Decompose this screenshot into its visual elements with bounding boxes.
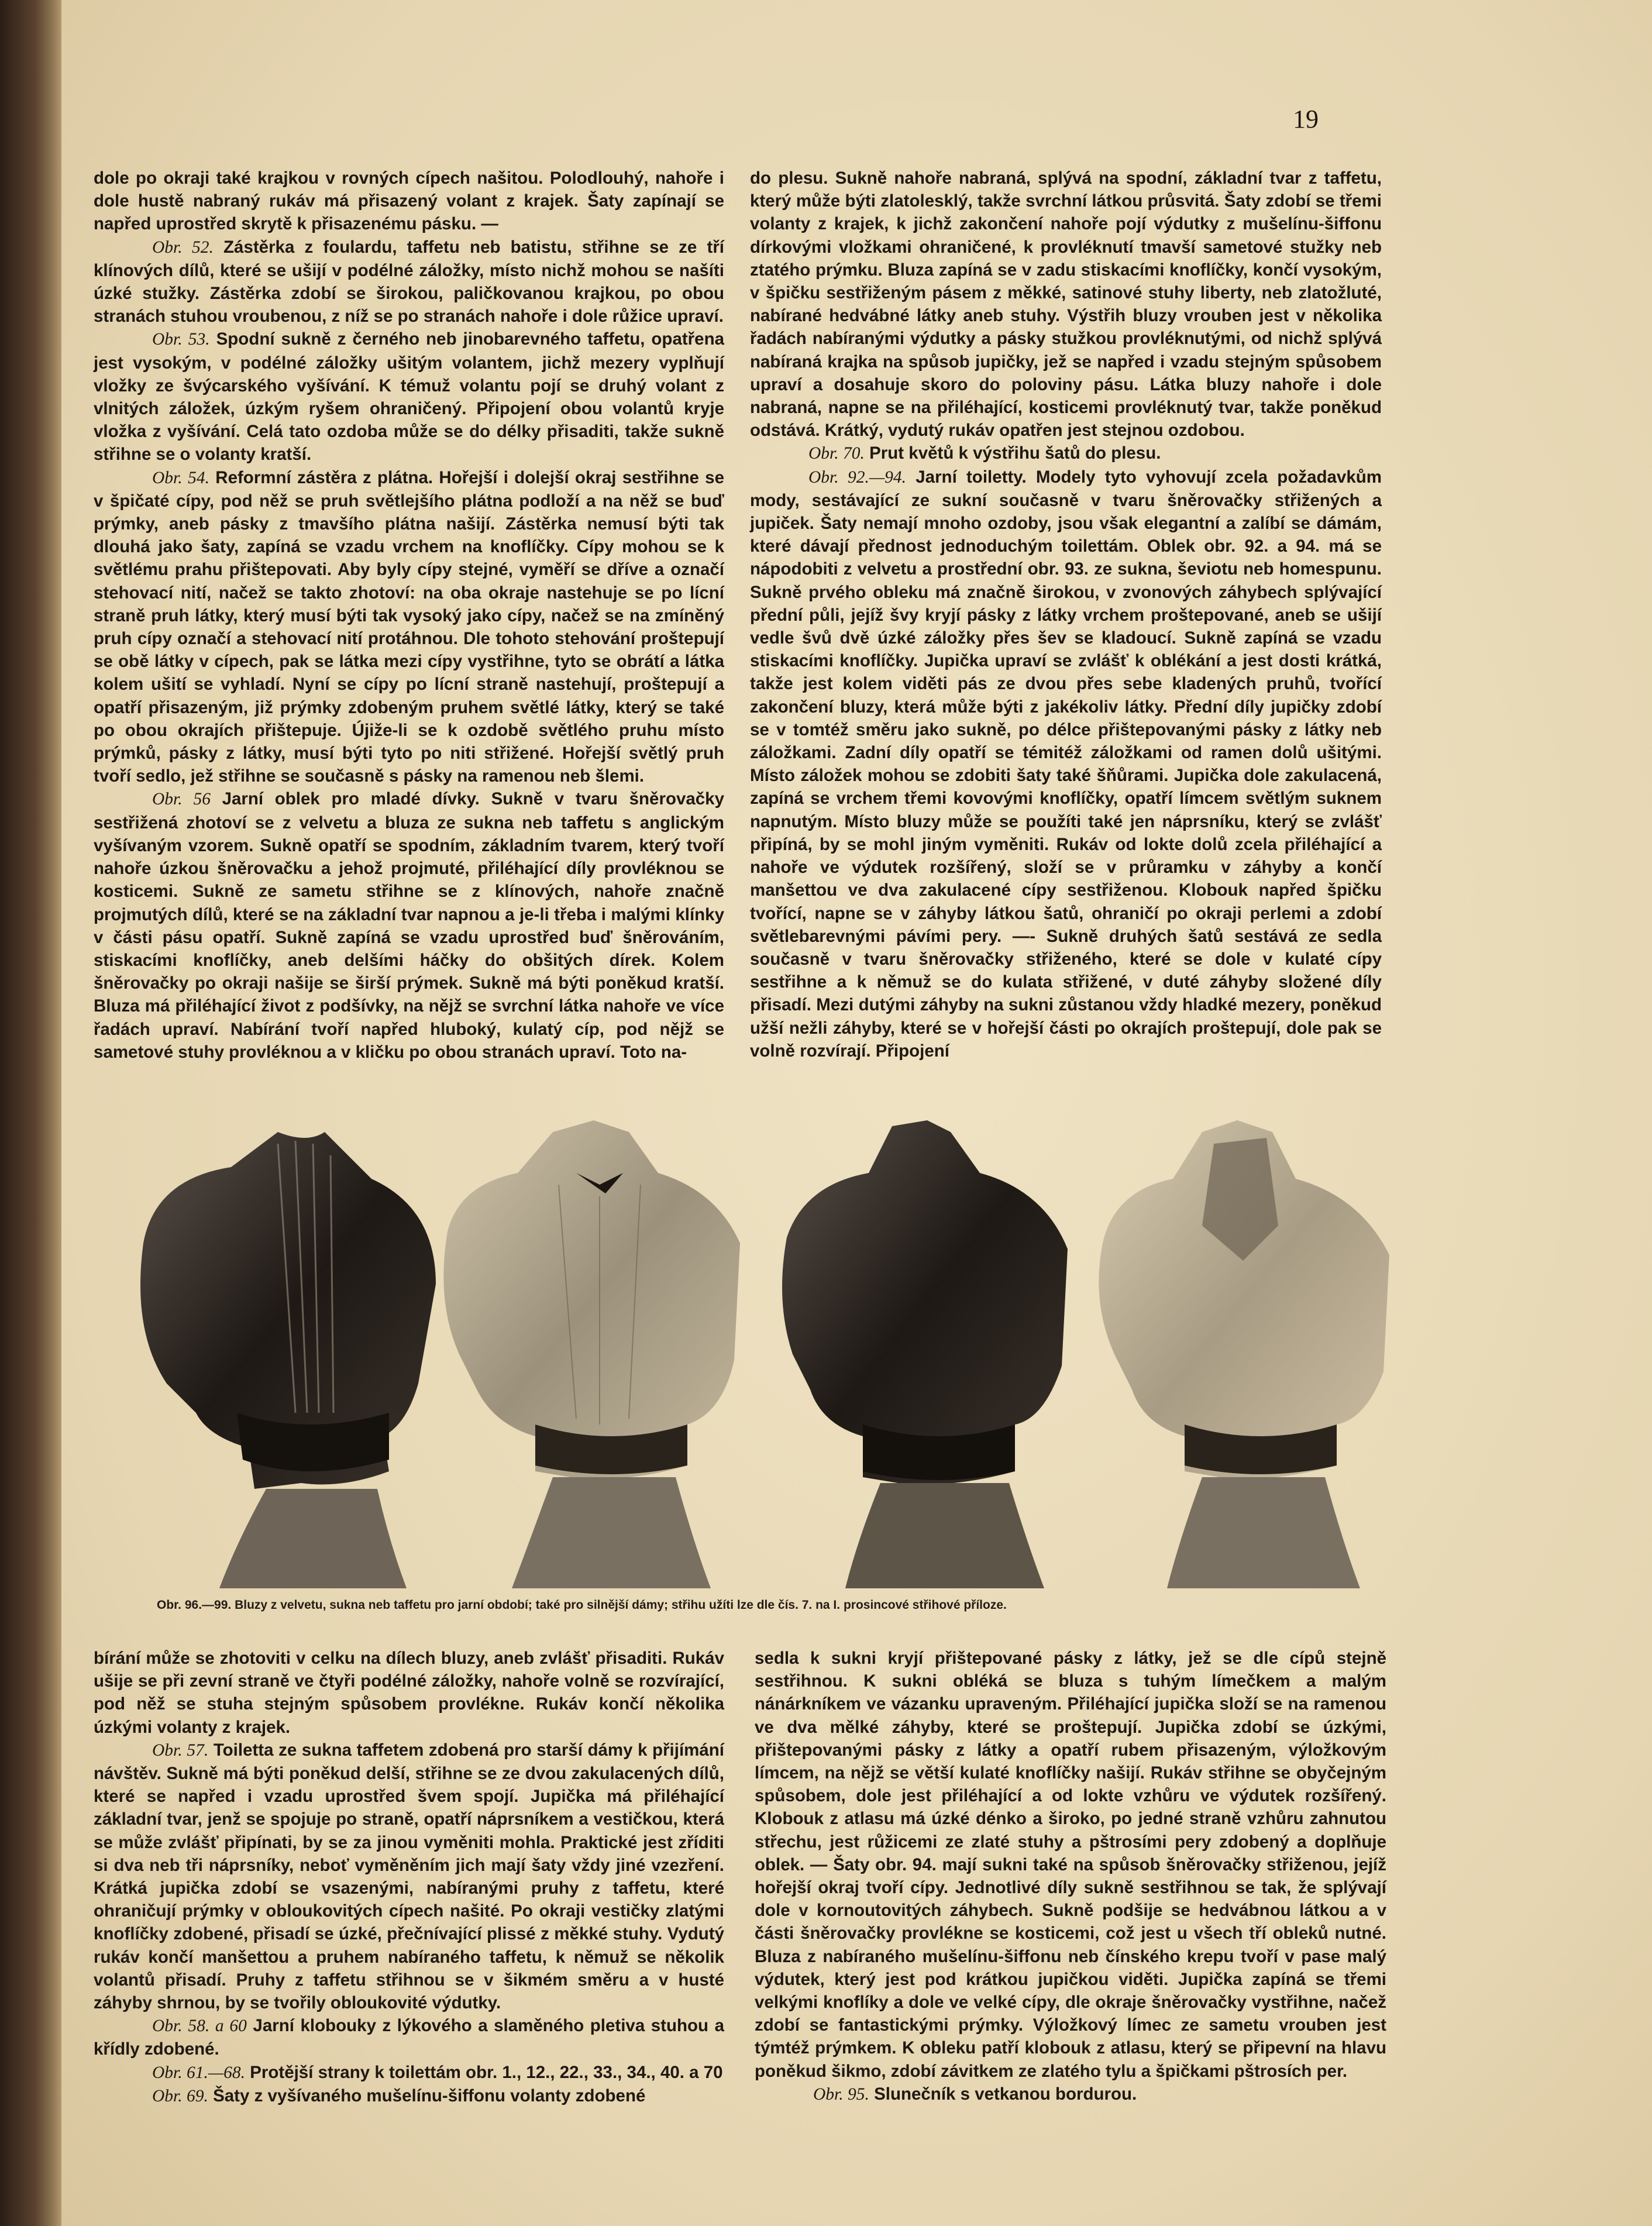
paragraph <box>94 1647 724 1739</box>
figure-caption: Obr. 96.—99. Bluzy z velvetu, sukna neb taffetu pro jarní období; také pro silnější dámy; střihu užíti lze dle čís. 7. na I. prosincové střihové příloze. <box>157 1598 1007 1612</box>
paragraph-text: Jarní oblek pro mladé dívky. Sukně v tvaru šněrovačky sestřižená zhotoví se z velvetu a bluza ze sukna neb taffetu s anglickým vyšívaným vzorem. Sukně opatří se spodním, základním tvarem, který tvoří nahoře úzkou šněrovačku a jehož projmuté, přiléhající díly provléknou se kosticemi. Sukně ze sametu střihne se z klínových, nahoře značně projmutých dílů, které se na základní tvar napnou a je-li třeba i malými klínky v části pásu opatří. Sukně zapíná se vzadu uprostřed buď šněrováním, stiskacími knoflíčky, aneb delšími háčky do obšitých dírek. Kolem šněrovačky po okraji našije se širší prýmek. Sukně má býti poněkud kratší. Bluza má přiléhající život z podšívky, na nějž se svrchní látka nahoře ve více řadách upraví. Nabírání tvoří napřed hluboký, kulatý cíp, pod nějž se sametové stuhy provléknou a v kličku po obou stranách upraví. Toto na- <box>94 789 724 1062</box>
text-column-bottom-left <box>94 1647 724 2108</box>
paragraph <box>94 328 724 466</box>
paragraph <box>94 1739 724 2014</box>
bodice-3 <box>782 1120 1068 1588</box>
paragraph-text: Jarní klobouky z lýkového a slaměného pletiva stuhou a křídly zdobené. <box>94 2016 725 2059</box>
paragraph <box>750 167 1382 442</box>
paragraph-text: Jarní toiletty. Modely tyto vyhovují zcela požadavkům mody, sestávající ze sukní současně v tvaru šněrovačky střižených a jupiček. Šaty nemají mnoho ozdoby, jsou však elegantní a zalíbí se dámám, které dávají přednost jednoduchým toilettám. Oblek obr. 92. a 94. má se nápodobiti z velvetu a prostřední obr. 93. ze sukna, ševiotu neb homespunu. Sukně prvého obleku má značně širokou, v zvonových záhybech splývající přední půli, jejíž švy kryjí pásky z látky vrchem proštepované, aneb se ušijí vedle švů dvě úzké záložky přes šev se kladoucí. Sukně zapíná se vzadu stiskacími knoflíčky. Jupička upraví se zvlášť k oblékání a jest dosti krátká, takže jest kolem viděti pás ze dvou přes sebe kladených pruhů, tvořící zakončení bluzy, která může býti z jakékoliv látky. Přední díly jupičky zdobí se v tomtéž směru jako sukně, po délce přištepovanými pásky z látky neb záložkami. Zadní díly opatří se témitéž záložkami od ramen dolů ušitými. Místo záložek mohou se zdobiti šaty také šňůrami. Jupička dole zakulacená, zapíná se vrchem třemi kovovými knoflíčky, opatří límcem světlým suknem napnutým. Místo bluzy může se použíti také jen náprsníku, který se zvlášť připíná, by se mohl jiným vyměniti. Rukáv od lokte dolů zcela přiléhající a nahoře ve výdutek rozšířený, složí se v průramku v záhyby a končí manšettou ve dva zakulacené cípy sestřiženou. Klobouk napřed špičku tvořící, napne se v záhyby látkou šatů, ohraničí po okraji perlemi a zdobí světlebarevnými pávími pery. —- Sukně druhých šatů sestává ze sedla současně v tvaru šněrovačky střiženého, které se dole v kulaté cípy sestřihne a k němuž se do kulata střižené, v duté záhyby složené díly přisadí. Mezi dutými záhyby na sukni zůstanou vždy hladké mezery, poněkud užší nežli záhyby, které se v hořejší části po okrajích proštepují, dole pak se volně rozvírají. Připojení <box>750 467 1382 1061</box>
paragraph <box>94 466 724 788</box>
figure-reference: Obr. 95. <box>813 2084 869 2104</box>
paragraph <box>750 466 1382 1062</box>
paragraph-text: sedla k sukni kryjí přištepované pásky z látky, jež se dle cípů stejně sestřihnou. K sukni obléká se bluza s tuhým límečkem a malým nánárkníkem ve vázanku upraveným. Přiléhající jupička složí se na ramenou ve dva mělké záhyby, které se proštepují. Jupička zdobí se úzkými, přištepovanými pásky z látky a opatří rubem přisazeným, výložkovým límcem, na nějž se větší kulaté knoflíčky našijí. Rukáv střihne se obyčejným spůsobem, dole jest přiléhající a od lokte vzhůru ve výdutek rozšířený. Klobouk z atlasu má úzké dénko a široko, po jedné straně vzhůru zahnutou střechu, jest růžicemi ze zlaté stuhy a pštrosími pery zdobený a doplňuje oblek. — Šaty obr. 94. mají sukni také na spůsob šněrovačky střiženou, jejíž hořejší okraj tvoří cípy. Jednotlivé díly sukně sestřihnou se tak, že splývají dole v kornoutovitých záhybech. Sukně podšije se hedvábnou látkou a v části šněrovačky provlékne se kosticemi, což jest u všech tří obleků nutné. Bluza z nabíraného mušelínu-šiffonu neb čínského krepu tvoří v pase malý výdutek, který jest pod krátkou jupičkou viděti. Jupička zapíná se třemi velkými knoflíky a dole ve velké cípy, dle okraje šněrovačky vystřihne, načež zdobí se fantastickými prýmky. Výložkový límec ze sametu vrouben jest týmtéž prýmkem. K obleku patří klobouk z atlasu, který se připevní na hlavu poněkud šikmo, zdobí závitkem ze zlatého tylu a špičkami pštrosích per. <box>755 1649 1386 2081</box>
figure-reference: Obr. 54. <box>152 468 209 487</box>
figure-reference: Obr. 61.—68. <box>152 2063 245 2082</box>
paragraph <box>750 442 1382 465</box>
paragraph-text: Slunečník s vetkanou bordurou. <box>869 2084 1137 2104</box>
paragraph-text: Zástěrka z foulardu, taffetu neb batistu, střihne se ze tří klínových dílů, které se ušijí v podélné záložky, místo nichž mohou se našíti úzké stužky. Zástěrka zdobí se širokou, paličkovanou krajkou, po obou stranách stuhou vroubenou, z níž se po stranách nahoře i dole růžice upraví. <box>94 237 724 326</box>
figure-reference: Obr. 58. a 60 <box>152 2017 247 2036</box>
text-column-top-right <box>750 167 1382 1062</box>
page-number: 19 <box>1293 105 1319 133</box>
figure-reference: Obr. 53. <box>152 330 210 349</box>
figure-reference: Obr. 92.—94. <box>808 467 907 487</box>
paragraph <box>755 1647 1386 2083</box>
paragraph-text: do plesu. Sukně nahoře nabraná, splývá na spodní, základní tvar z taffetu, který může býti zlatolesklý, takže svrchní látkou průsvitá. Šaty zdobí se třemi volanty z krajek, k jichž zakončení nahoře pojí výdutky z mušelínu-šiffonu dírkovými vložkami ohraničené, k provléknutí tmavší sametové stužky neb ztatého prýmku. Bluza zapíná se v zadu stiskacími knoflíčky, končí vysokým, v špičku sestřiženým pásem z měkké, satinové stuhy liberty, neb zlatožluté, nabírané hedvábné látky aneb stuhy. Výstřih bluzy vrouben jest v několika řadách nabíranými výdutky a pásky stužkou provléknutými, od nichž splývá nabíraná krajka na spůsob jupičky, jež se napřed i vzadu stejným spůsobem upraví a dosahuje skoro do poloviny pásu. Látka bluzy nahoře i dole nabraná, napne se na přiléhající, kosticemi provléknutý tvar, takže poněkud odstává. Krátký, vydutý rukáv opatřen jest stejnou ozdobou. <box>750 168 1382 441</box>
paragraph-text: Reformní zástěra z plátna. Hořejší i dolejší okraj sestřihne se v špičaté cípy, pod něž se pruh světlejšího plátna podloží a na něž se buď prýmky, aneb pásky z tmavšího plátna našijí. Zástěrka nemusí býti tak dlouhá jako šaty, zapíná se vzadu vrchem na knoflíčky. Cípy mohou se k světlému prahu přištepovati. Aby byly cípy stejné, vyměří se dříve a označí stehovací nití, načež se takto zhotoví: na oba okraje nastehuje se po lícní straně pruh látky, který musí býti tak vysoký jako cípy, načež se na zmíněný pruh cípy označí a stehovací nití protáhnou. Dle tohoto stehování proštepují se obě látky v cípech, pak se látka mezi cípy vystřihne, tyto se obrátí a látka kolem ušití se vyhladí. Nyní se cípy po lícní straně nastehují, proštepují a opatří přisazeným, již prýmky zdobeným pruhem světlé látky, který se také po obou okrajích přištepuje. Újiže-li se k ozdobě světlého pruhu místo prýmků, pásky z látky, musí býti tyto po niti střižené. Hořejší světlý pruh tvoří sedlo, jež střihne se současně s pásky na ramenou neb šlemi. <box>94 467 724 786</box>
paragraph-text: Prut květů k výstřihu šatů do plesu. <box>864 443 1161 463</box>
paragraph <box>755 2083 1386 2106</box>
text-column-top-left <box>94 167 724 1064</box>
paragraph <box>94 167 724 236</box>
paragraph-text: Toiletta ze sukna taffetem zdobená pro starší dámy k přijímání návštěv. Sukně má býti poněkud delší, střihne se ze dvou zakulacených dílů, které se napřed i vzadu uprostřed švem spojí. Jupička má přiléhající základní tvar, jenž se spojuje po straně, opatří náprsníkem a vestičkou, která se může zvlášť připínati, by se za jinou vyměniti mohla. Praktické jest zříditi si dva neb tři náprsníky, neboť vyměněním jich mají šaty vždy jiné vzezření. Krátká jupička zdobí se vsazenými, nabíranými pruhy z taffetu, které ohraničují prýmky v obloukovitých cípech našité. Po okraji vestičky zlatými knoflíčky zdobené, přisadí se úzké, přečnívající plissé z měkké stuhy. Vydutý rukáv končí manšettou a pruhem nabíraného taffetu, k němuž se několik volantů přisadí. Pruhy z taffetu střihnou se v šikmém směru a v husté záhyby shrnou, by se tvořily obloukovité výdutky. <box>94 1740 725 2013</box>
figure-reference: Obr. 69. <box>152 2086 208 2105</box>
bodice-1 <box>140 1132 436 1588</box>
paragraph <box>94 2061 724 2084</box>
paragraph <box>94 787 724 1063</box>
figure-reference: Obr. 57. <box>152 1740 209 1760</box>
bodices-illustration <box>132 1109 1424 1588</box>
paragraph <box>94 236 724 328</box>
bodice-2 <box>443 1120 740 1588</box>
paragraph-text: dole po okraji také krajkou v rovných cípech našitou. Polodlouhý, nahoře i dole hustě nabraný rukáv má přisazený volant z krajek. Šaty zapínají se napřed uprostřed skrytě k přisazenému pásku. — <box>94 168 724 234</box>
paragraph <box>94 2084 724 2108</box>
paragraph <box>94 2014 724 2060</box>
paragraph-text: Spodní sukně z černého neb jinobarevného taffetu, opatřena jest vysokým, v podélné záložky ušitým volantem, jichž mezery vyplňují vložky ze švýcarského vyšívání. K témuž volantu pojí se druhý volant z vlnitých záložek, úzkým ryšem ohraničený. Připojení obou volantů kryje vložka z vyšívání. Celá tato ozdoba může se do délky přisaditi, takže sukně střihne se o volanty kratší. <box>94 329 724 465</box>
book-binding-shadow <box>0 0 64 2226</box>
paragraph-text: Šaty z vyšívaného mušelínu-šiffonu volanty zdobené <box>208 2086 646 2105</box>
figure-reference: Obr. 70. <box>808 444 865 463</box>
figure-reference: Obr. 56 <box>152 790 211 809</box>
text-column-bottom-right <box>755 1647 1386 2106</box>
paragraph-text: bírání může se zhotoviti v celku na dílech bluzy, aneb zvlášť přisaditi. Rukáv ušije se při zevní straně ve čtyři podélné záložky, nahoře volně se rozvírající, pod něž se stuha stejným spůsobem provlékne. Rukáv končí několika úzkými volanty z krajek. <box>94 1649 724 1737</box>
paragraph-text: Protější strany k toilettám obr. 1., 12., 22., 33., 34., 40. a 70 <box>245 2062 723 2082</box>
figure-reference: Obr. 52. <box>152 238 214 257</box>
bodice-4 <box>1099 1120 1389 1588</box>
